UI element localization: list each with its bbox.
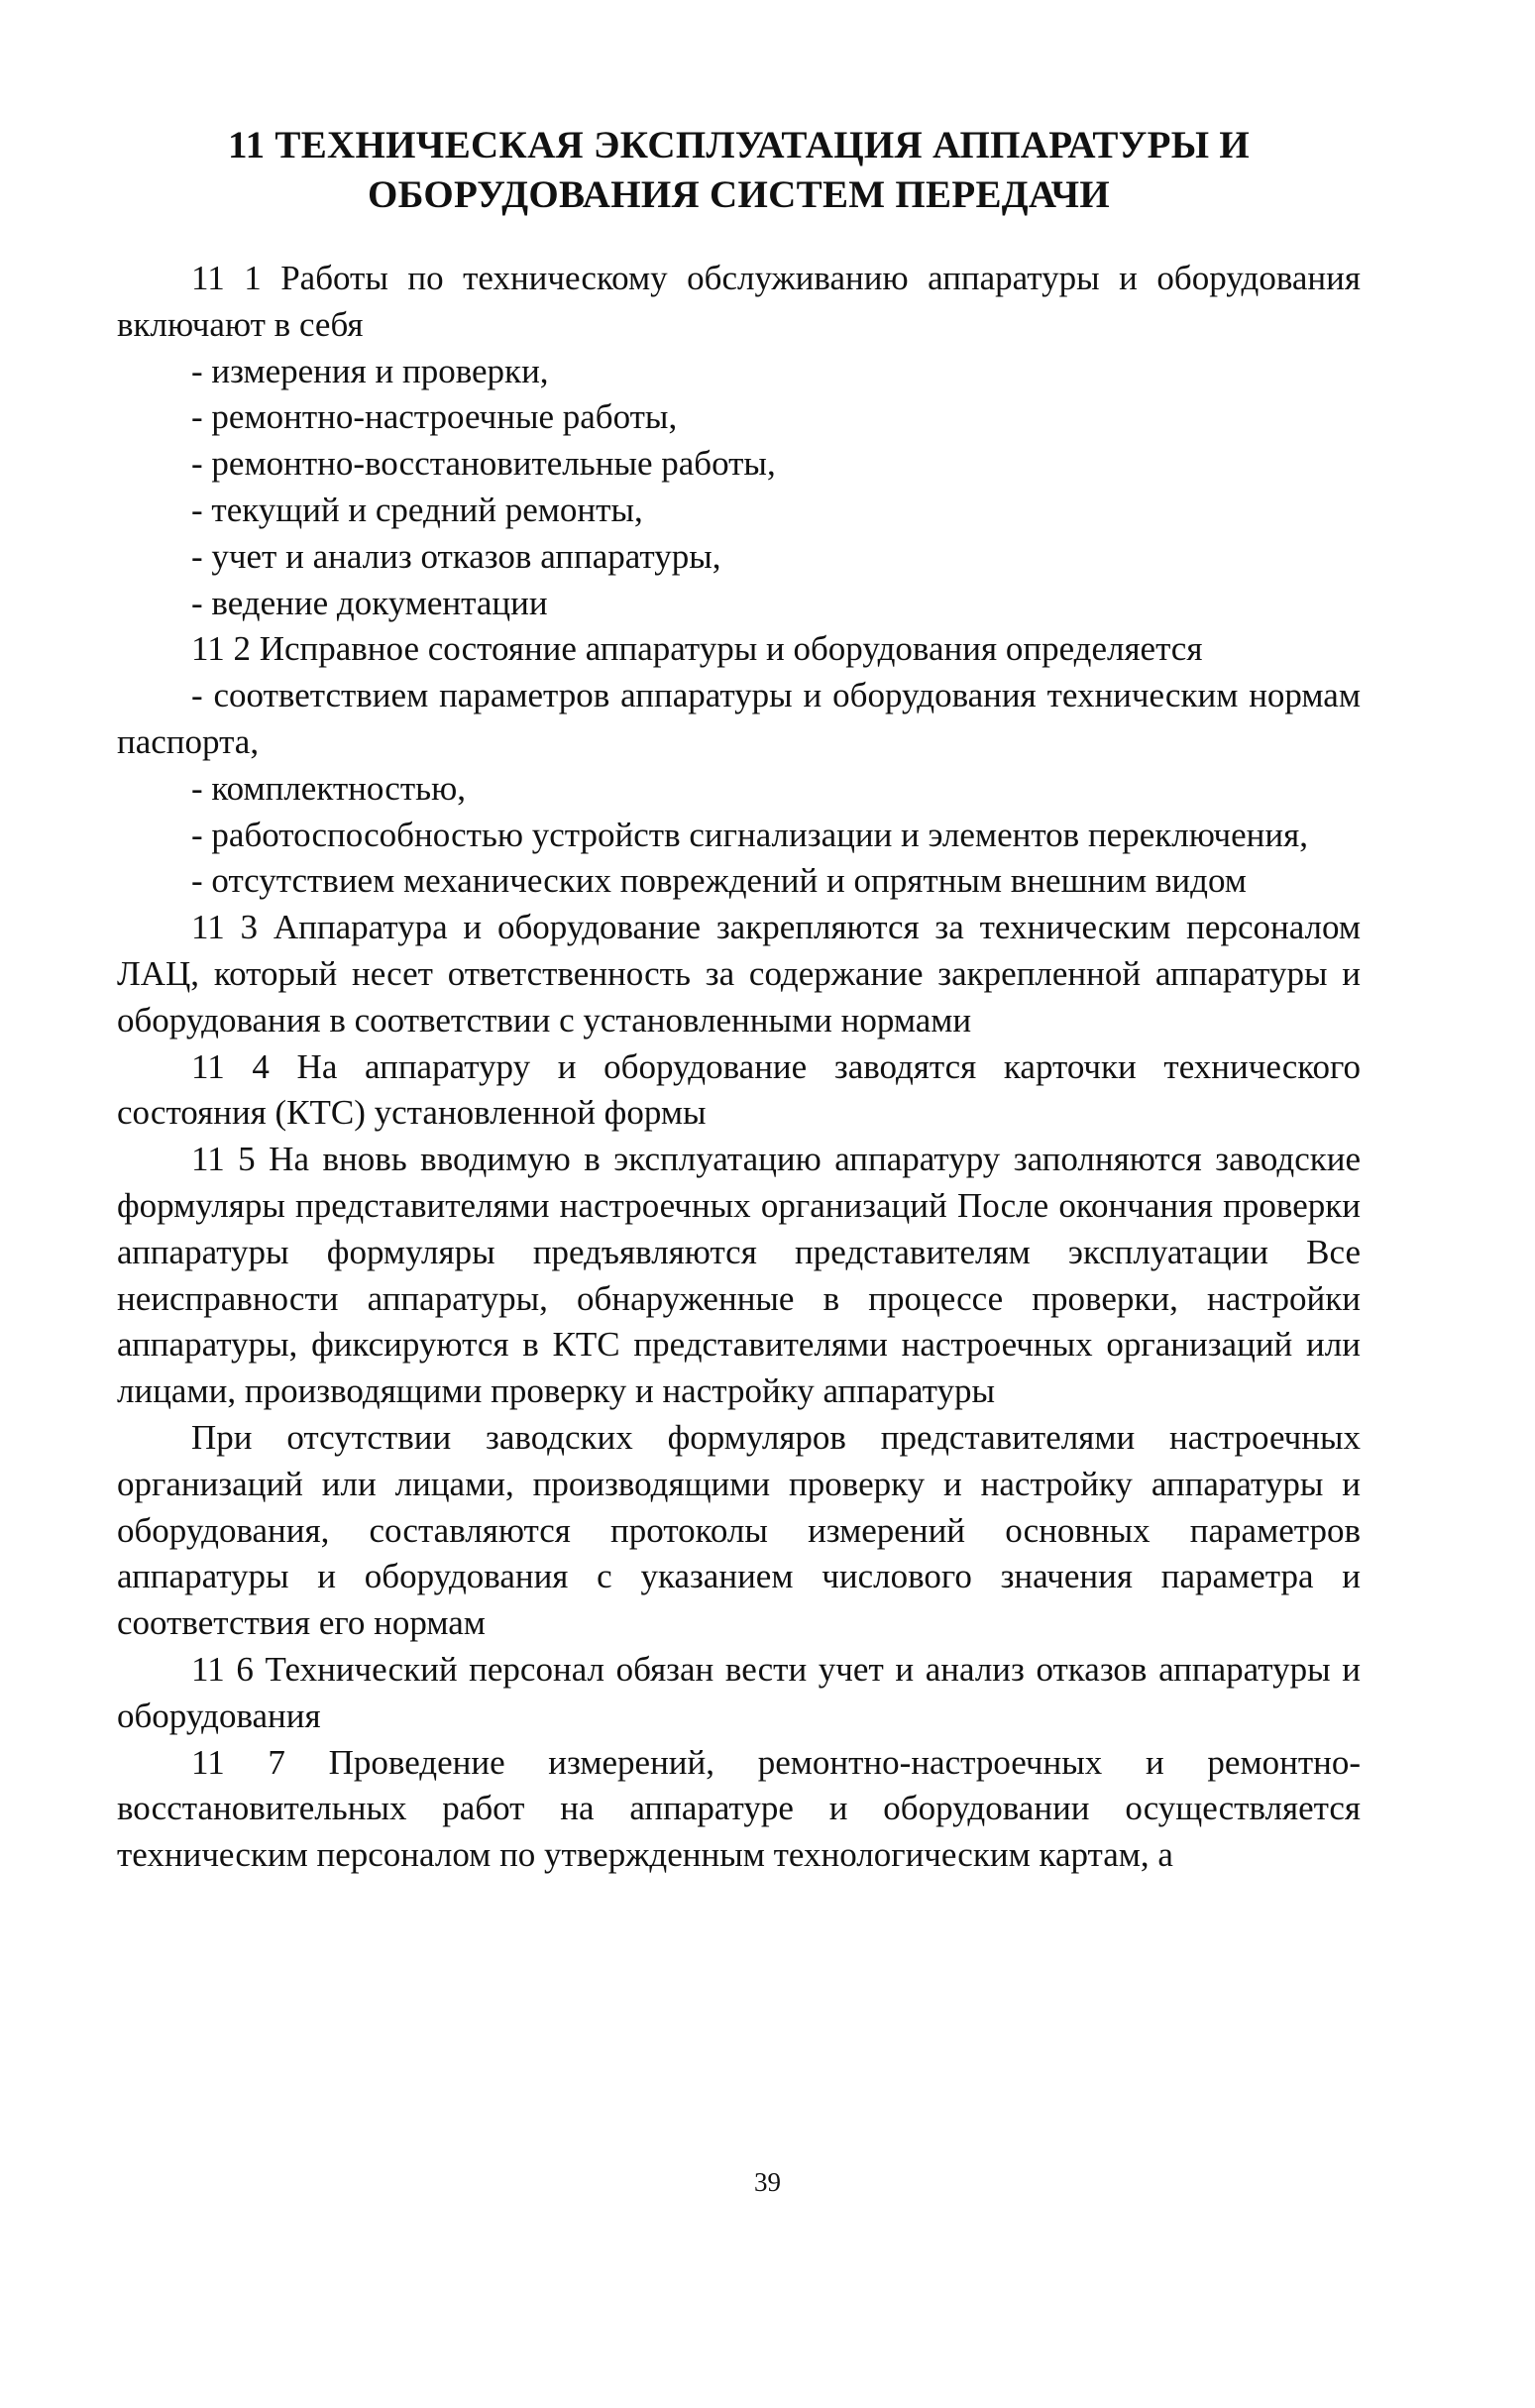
paragraph-11-2: 11 2 Исправное состояние аппаратуры и оборудования определяется — [191, 629, 1203, 669]
heading-line-2: ОБОРУДОВАНИЯ СИСТЕМ ПЕРЕДАЧИ — [367, 173, 1111, 216]
list-item: - учет и анализ отказов аппаратуры, — [191, 536, 721, 576]
paragraph-11-1: 11 1 Работы по техническому обслуживанию аппаратуры и оборудования включают в себя — [117, 259, 1361, 344]
paragraph-11-5-continued: При отсутствии заводских формуляров представителями настроечных организаций или лицами, производящими проверку и настройку аппаратуры и оборудования, составляются протоколы измерений основных параметров аппаратуры и оборудования с указанием числового значения параметра и соответствия его нормам — [117, 1417, 1361, 1643]
list-item: - работоспособностью устройств сигнализации и элементов переключения, — [191, 815, 1308, 854]
list-item: - ведение документации — [191, 583, 548, 622]
paragraph-11-5: 11 5 На вновь вводимую в эксплуатацию аппаратуру заполняются заводские формуляры представителями настроечных организаций После окончания проверки аппаратуры формуляры предъявляются представителям эксплуатации Все неисправности аппаратуры, обнаруженные в процессе проверки, настройки аппаратуры, фиксируются в КТС представителями настроечных организаций или лицами, производящими проверку и настройку аппаратуры — [117, 1140, 1361, 1411]
page-number: 39 — [754, 2167, 781, 2197]
paragraph-11-3: 11 3 Аппаратура и оборудование закрепляются за техническим персоналом ЛАЦ, который несет ответственность за содержание закрепленной аппаратуры и оборудования в соответствии с установленными нормами — [117, 908, 1361, 1040]
list-item: - измерения и проверки, — [191, 351, 549, 390]
body-text — [117, 256, 1361, 1879]
paragraph-11-7: 11 7 Проведение измерений, ремонтно-настроечных и ремонтно-восстановительных работ на аппаратуре и оборудовании осуществляется техническим персоналом по утвержденным технологическим картам, а — [117, 1742, 1361, 1875]
paragraph-11-4: 11 4 На аппаратуру и оборудование заводятся карточки технического состояния (КТС) установленной формы — [117, 1046, 1361, 1133]
section-heading — [117, 121, 1361, 220]
list-item: - ремонтно-настроечные работы, — [191, 397, 678, 437]
paragraph-11-6: 11 6 Технический персонал обязан вести учет и анализ отказов аппаратуры и оборудования — [117, 1649, 1361, 1735]
list-item: - ремонтно-восстановительные работы, — [191, 444, 776, 484]
list-item: - отсутствием механических повреждений и опрятным внешним видом — [191, 861, 1247, 901]
list-item: - соответствием параметров аппаратуры и оборудования техническим нормам паспорта, — [117, 676, 1361, 761]
list-item: - комплектностью, — [191, 768, 466, 808]
list-item: - текущий и средний ремонты, — [191, 490, 643, 529]
heading-line-1: 11 ТЕХНИЧЕСКАЯ ЭКСПЛУАТАЦИЯ АППАРАТУРЫ И — [227, 124, 1251, 166]
